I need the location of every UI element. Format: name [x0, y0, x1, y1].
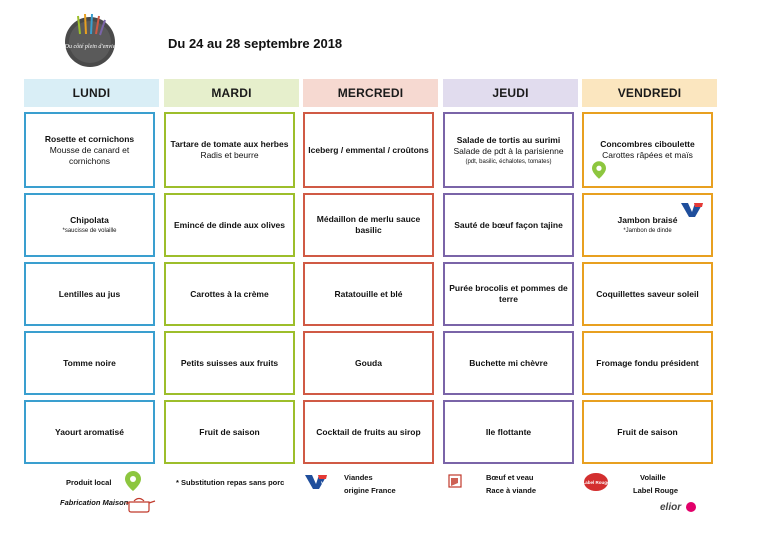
- label-rouge-icon: [583, 472, 609, 497]
- dish-main: Cocktail de fruits au sirop: [316, 426, 421, 437]
- menu-cell: [303, 331, 434, 395]
- menu-cell: [164, 112, 295, 188]
- location-pin-icon: [592, 161, 606, 182]
- location-pin-icon: [125, 471, 141, 496]
- menu-cell: [303, 400, 434, 464]
- logo: [60, 12, 120, 68]
- menu-cell: [582, 112, 713, 188]
- menu-cell: [24, 112, 155, 188]
- day-column-lundi: [24, 79, 159, 437]
- menu-cell: [443, 112, 574, 188]
- day-header: JEUDI: [443, 79, 578, 107]
- dish-sub: Radis et beurre: [200, 150, 259, 160]
- dish-tiny: *saucisse de volaille: [62, 228, 117, 234]
- day-header: LUNDI: [24, 79, 159, 107]
- brand-text: elior: [660, 502, 682, 513]
- menu-cell: [24, 193, 155, 257]
- dish-main: Salade de tortis au surimi: [456, 134, 561, 145]
- dish-main: Tartare de tomate aux herbes: [170, 139, 289, 149]
- menu-cell: [164, 262, 295, 326]
- legend-viandes-line2: origine France: [344, 486, 396, 495]
- dish-main: Emincé de dinde aux olives: [173, 219, 285, 230]
- cooking-pot-icon: [126, 496, 156, 519]
- day-column-jeudi: [443, 79, 578, 437]
- svg-text:VF: VF: [321, 482, 329, 488]
- svg-text:Label Rouge: Label Rouge: [582, 480, 610, 485]
- dish-sub: Carottes râpées et maïs: [602, 150, 693, 160]
- legend-substitution: * Substitution repas sans porc: [176, 478, 285, 487]
- menu-cell: [164, 331, 295, 395]
- menu-cell: [582, 331, 713, 395]
- menu-cell: [24, 400, 155, 464]
- legend-boeuf-line1: Bœuf et veau: [486, 473, 534, 482]
- dish-tiny: *Jambon de dinde: [623, 228, 672, 234]
- menu-cell: [443, 193, 574, 257]
- dish-main: Yaourt aromatisé: [55, 426, 124, 437]
- menu-cell: [164, 400, 295, 464]
- dish-main: Coquillettes saveur soleil: [596, 288, 699, 299]
- day-header: MERCREDI: [303, 79, 438, 107]
- dish-main: Fruit de saison: [617, 426, 678, 437]
- day-header: MARDI: [164, 79, 299, 107]
- dish-main: Médaillon de merlu sauce basilic: [316, 214, 421, 235]
- brand-logo: [660, 502, 696, 513]
- legend-produit-local: Produit local: [66, 478, 112, 487]
- dish-main: Fruit de saison: [199, 426, 260, 437]
- dish-main: Purée brocolis et pommes de terre: [449, 283, 568, 304]
- legend-volaille-line1: Volaille: [640, 473, 666, 482]
- dish-main: Jambon braisé: [617, 215, 678, 225]
- dish-main: Iceberg / emmental / croûtons: [308, 144, 429, 155]
- legend-fabrication-maison: Fabrication Maison: [60, 498, 129, 507]
- menu-cell: [443, 331, 574, 395]
- menu-cell: [303, 262, 434, 326]
- race-viande-icon: [448, 474, 464, 495]
- menu-cell: [303, 112, 434, 188]
- dish-main: Petits suisses aux fruits: [180, 357, 279, 368]
- dish-main: Rosette et cornichons: [44, 133, 135, 144]
- menu-cell: [582, 262, 713, 326]
- dish-main: Tomme noire: [63, 357, 116, 368]
- day-header: VENDREDI: [582, 79, 717, 107]
- dish-main: Gouda: [355, 357, 382, 368]
- dish-main: Lentilles au jus: [58, 288, 121, 299]
- brand-dot-icon: [686, 502, 696, 512]
- menu-cell: [24, 262, 155, 326]
- dish-sub: Mousse de canard et cornichons: [49, 144, 130, 166]
- menu-cell: [443, 400, 574, 464]
- dish-main: Fromage fondu président: [596, 357, 699, 368]
- menu-cell: [164, 193, 295, 257]
- legend-volaille-line2: Label Rouge: [633, 486, 679, 495]
- day-column-mardi: [164, 79, 299, 437]
- page-title: Du 24 au 28 septembre 2018: [168, 36, 343, 51]
- day-column-vendredi: [582, 79, 717, 437]
- viandes-france-icon: [305, 475, 327, 494]
- logo-text: Du côté plein d'envie: [64, 44, 116, 50]
- legend-viandes-line1: Viandes: [344, 473, 373, 482]
- day-column-mercredi: [303, 79, 438, 437]
- menu-cell: [582, 400, 713, 464]
- menu-cell: [24, 331, 155, 395]
- menu-cell: [303, 193, 434, 257]
- dish-main: Sauté de bœuf façon tajine: [454, 219, 563, 230]
- legend-boeuf-line2: Race à viande: [486, 486, 537, 495]
- dish-main: Ratatouille et blé: [334, 288, 403, 299]
- menu-cell: [443, 262, 574, 326]
- viandes-france-icon: [681, 203, 703, 220]
- menu-cell: [582, 193, 713, 257]
- dish-main: Concombres ciboulette: [600, 139, 695, 149]
- dish-main: Chipolata: [70, 215, 109, 225]
- dish-tiny: (pdt, basilic, échalotes, tomates): [465, 158, 552, 165]
- dish-main: Ile flottante: [485, 426, 532, 437]
- dish-main: Carottes à la crème: [190, 288, 269, 299]
- dish-sub: Salade de pdt à la parisienne: [453, 145, 564, 156]
- dish-main: Buchette mi chèvre: [469, 357, 548, 368]
